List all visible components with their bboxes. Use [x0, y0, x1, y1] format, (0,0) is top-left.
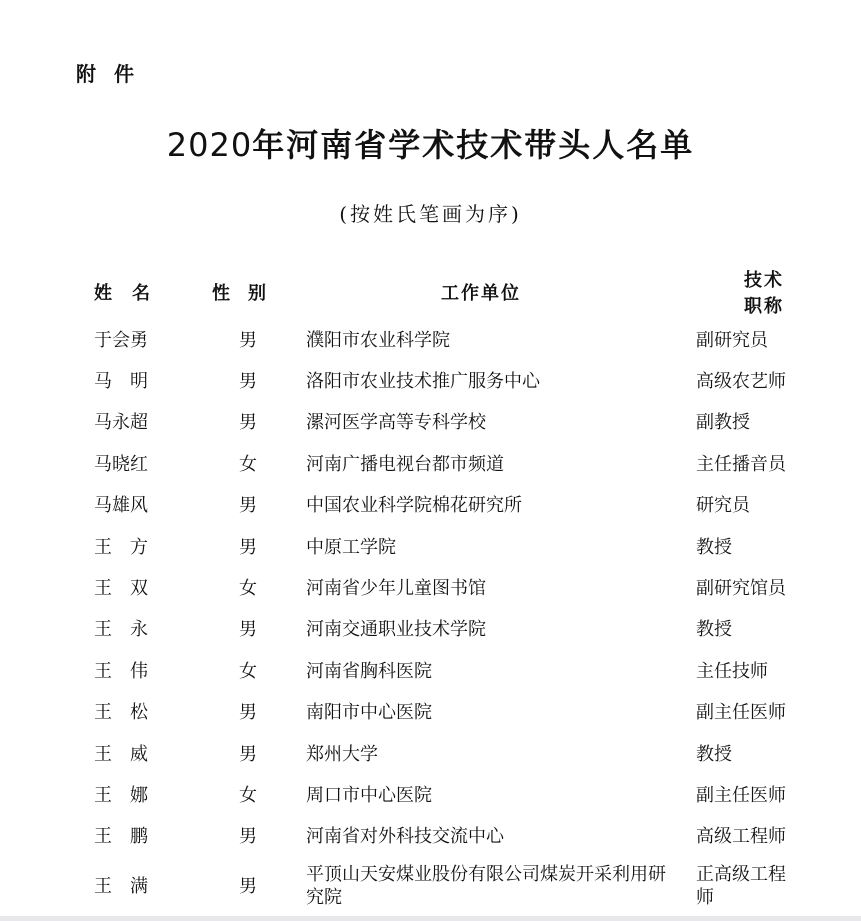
- cell-unit: 南阳市中心医院: [306, 702, 432, 724]
- cell-title: 副研究馆员: [696, 578, 786, 600]
- cell-title: 高级农艺师: [696, 371, 786, 393]
- cell-name: 马 明: [94, 371, 148, 393]
- title-text: 年河南省学术技术带头人名单: [252, 126, 695, 164]
- cell-gender: 女: [239, 578, 257, 600]
- table-row: [80, 732, 800, 773]
- cell-title: 主任播音员: [696, 453, 786, 475]
- cell-name: 王 威: [94, 743, 148, 765]
- cell-name: 王 伟: [94, 660, 148, 682]
- cell-name: 王 永: [94, 619, 148, 641]
- header-unit: 工作单位: [441, 283, 521, 304]
- cell-unit: 濮阳市农业科学院: [306, 329, 450, 351]
- cell-name: 王 满: [94, 875, 148, 897]
- table-row: [80, 484, 800, 525]
- cell-title: 副研究员: [696, 329, 768, 351]
- cell-name: 王 方: [94, 536, 148, 558]
- table-row: [80, 773, 800, 814]
- cell-unit: 河南省胸科医院: [306, 660, 432, 682]
- cell-name: 马永超: [94, 412, 148, 434]
- cell-name: 马雄风: [94, 495, 148, 517]
- table-header: [80, 266, 800, 318]
- cell-title: 研究员: [696, 495, 750, 517]
- cell-name: 王 双: [94, 578, 148, 600]
- cell-name: 于会勇: [94, 329, 148, 351]
- cell-unit: 河南交通职业技术学院: [306, 619, 486, 641]
- table-row: [80, 815, 800, 856]
- cell-gender: 男: [239, 536, 257, 558]
- cell-unit: 中原工学院: [306, 536, 396, 558]
- cell-title: 副教授: [696, 412, 750, 434]
- cell-gender: 女: [239, 453, 257, 475]
- cell-unit: 漯河医学高等专科学校: [306, 412, 486, 434]
- cell-gender: 女: [239, 660, 257, 682]
- table-row: [80, 318, 800, 359]
- cell-unit: 河南广播电视台都市频道: [306, 453, 504, 475]
- cell-title: 高级工程师: [696, 826, 786, 848]
- document-title: [0, 120, 861, 166]
- header-title: 技术职称: [744, 270, 784, 317]
- cell-gender: 男: [239, 743, 257, 765]
- header-name: 姓名: [94, 283, 170, 304]
- cell-title: 正高级工程师: [696, 864, 786, 909]
- roster-table: [80, 266, 800, 916]
- cell-unit: 河南省少年儿童图书馆: [306, 578, 486, 600]
- table-row: [80, 525, 800, 566]
- page-bottom-edge: [0, 916, 861, 921]
- document-subtitle: (按姓氏笔画为序): [339, 202, 522, 226]
- cell-unit: 中国农业科学院棉花研究所: [306, 495, 522, 517]
- cell-gender: 男: [239, 371, 257, 393]
- table-row: [80, 442, 800, 483]
- table-row: [80, 401, 800, 442]
- table-row: [80, 691, 800, 732]
- cell-name: 马晓红: [94, 453, 148, 475]
- cell-title: 教授: [696, 743, 732, 765]
- table-row: [80, 566, 800, 607]
- cell-gender: 男: [239, 412, 257, 434]
- table-header-row: [80, 266, 800, 318]
- table-row: [80, 359, 800, 400]
- cell-gender: 男: [239, 329, 257, 351]
- cell-unit: 河南省对外科技交流中心: [306, 826, 504, 848]
- cell-name: 王 松: [94, 702, 148, 724]
- cell-title: 教授: [696, 619, 732, 641]
- cell-gender: 男: [239, 826, 257, 848]
- cell-name: 王 鹏: [94, 826, 148, 848]
- table-row: [80, 608, 800, 649]
- header-gender: 性别: [212, 283, 284, 304]
- cell-gender: 男: [239, 619, 257, 641]
- cell-gender: 男: [239, 495, 257, 517]
- cell-unit: 周口市中心医院: [306, 784, 432, 806]
- title-year: 2020: [166, 126, 253, 164]
- cell-unit: 郑州大学: [306, 743, 378, 765]
- table-body: [80, 318, 800, 916]
- attachment-label: 附件: [76, 62, 152, 86]
- cell-title: 教授: [696, 536, 732, 558]
- cell-title: 副主任医师: [696, 702, 786, 724]
- cell-unit: 平顶山天安煤业股份有限公司煤炭开采利用研究院: [306, 864, 666, 909]
- cell-gender: 女: [239, 784, 257, 806]
- cell-gender: 男: [239, 702, 257, 724]
- table-row: [80, 649, 800, 690]
- cell-name: 王 娜: [94, 784, 148, 806]
- cell-title: 副主任医师: [696, 784, 786, 806]
- cell-gender: 男: [239, 875, 257, 897]
- cell-title: 主任技师: [696, 660, 768, 682]
- cell-unit: 洛阳市农业技术推广服务中心: [306, 371, 540, 393]
- table-row: [80, 856, 800, 916]
